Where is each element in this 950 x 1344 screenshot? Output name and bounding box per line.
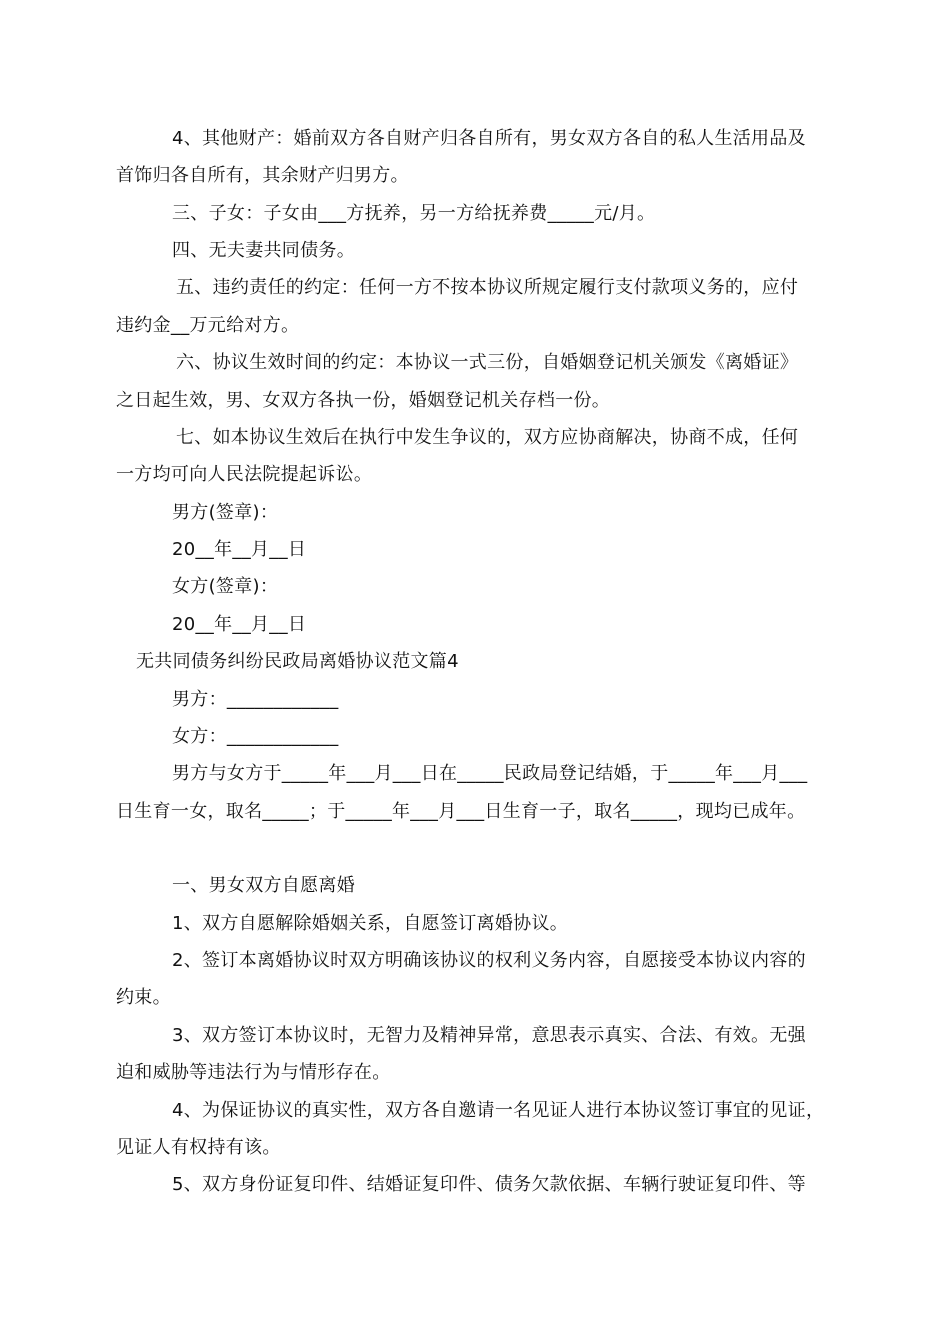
signature-label-female: 女方(签章)： [172,576,279,597]
male-name-field: 男方：____________ [172,689,339,710]
paragraph-line: 之日起生效，男、女双方各执一份，婚姻登记机关存档一份。 [116,390,611,411]
paragraph-line: 见证人有权持有该。 [116,1137,281,1158]
paragraph-line: 1、双方自愿解除婚姻关系，自愿签订离婚协议。 [172,913,569,934]
paragraph-line: 三、子女：子女由___方抚养，另一方给抚养费_____元/月。 [172,203,656,224]
paragraph-line: 五、违约责任的约定：任何一方不按本协议所规定履行支付款项义务的，应付 [176,277,799,298]
section-heading: 无共同债务纠纷民政局离婚协议范文篇4 [136,651,459,672]
paragraph-line: 4、其他财产：婚前双方各自财产归各自所有，男女双方各自的私人生活用品及 [172,128,806,149]
paragraph-line: 2、签订本离婚协议时双方明确该协议的权利义务内容，自愿接受本协议内容的 [172,950,806,971]
paragraph-line: 男方与女方于_____年___月___日在_____民政局登记结婚，于_____年___月___ [172,763,808,784]
signature-date-female: 20__年__月__日 [172,614,307,635]
paragraph-line: 迫和威胁等违法行为与情形存在。 [116,1062,391,1083]
paragraph-line: 5、双方身份证复印件、结婚证复印件、债务欠款依据、车辆行驶证复印件、等 [172,1174,806,1195]
paragraph-line: 一、男女双方自愿离婚 [172,875,355,896]
paragraph-line: 3、双方签订本协议时，无智力及精神异常，意思表示真实、合法、有效。无强 [172,1025,806,1046]
paragraph-line: 一方均可向人民法院提起诉讼。 [116,464,373,485]
female-name-field: 女方：____________ [172,726,339,747]
paragraph-line: 七、如本协议生效后在执行中发生争议的，双方应协商解决，协商不成，任何 [176,427,799,448]
paragraph-line: 首饰归各自所有，其余财产归男方。 [116,165,409,186]
paragraph-line: 约束。 [116,987,171,1008]
paragraph-line: 日生育一女，取名_____；于_____年___月___日生育一子，取名_____，现均已成年。 [116,801,806,822]
signature-label-male: 男方(签章)： [172,502,279,523]
paragraph-line: 四、无夫妻共同债务。 [172,240,355,261]
signature-date-male: 20__年__月__日 [172,539,307,560]
paragraph-line: 六、协议生效时间的约定：本协议一式三份，自婚姻登记机关颁发《离婚证》 [176,352,799,373]
paragraph-line: 违约金__万元给对方。 [116,315,300,336]
paragraph-line: 4、为保证协议的真实性，双方各自邀请一名见证人进行本协议签订事宜的见证， [172,1100,825,1121]
